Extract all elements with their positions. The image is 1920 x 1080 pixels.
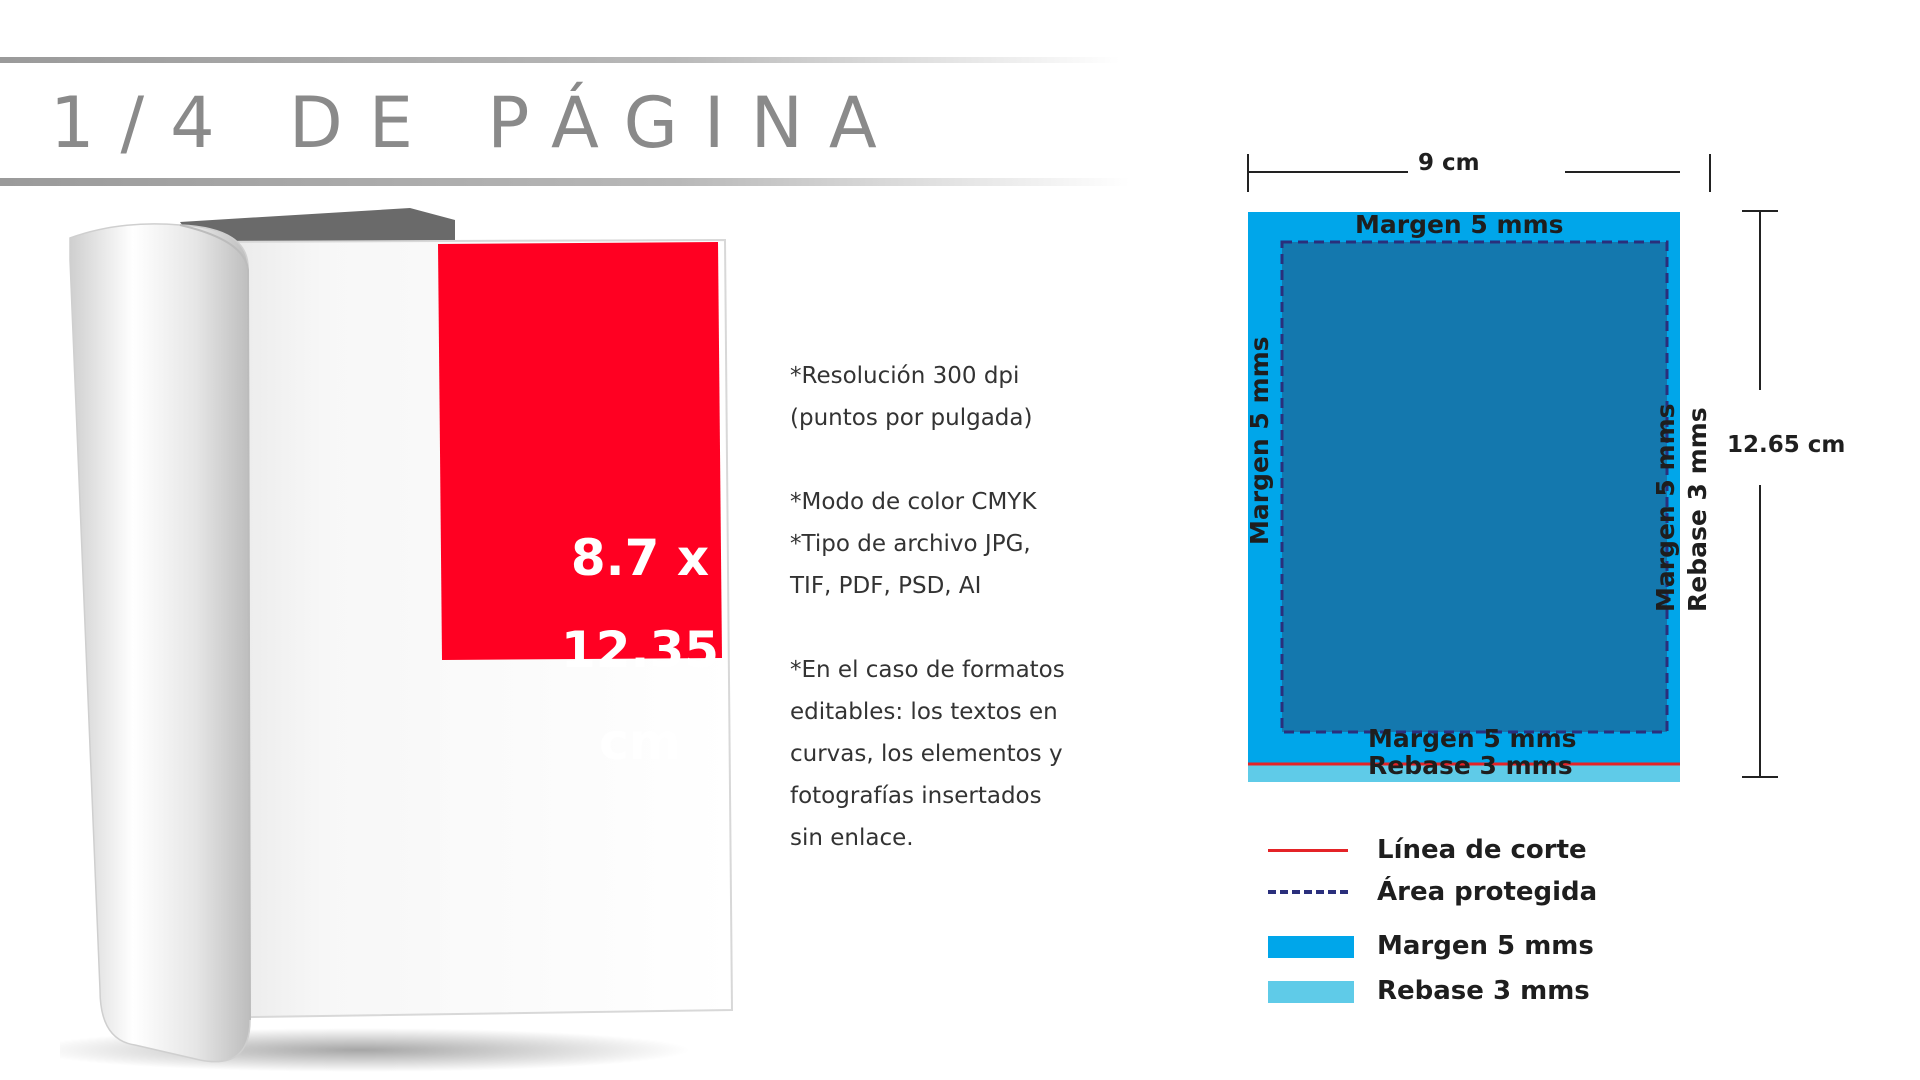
ad-size-height: 12.35 [560,621,720,679]
spec-editable-4: fotografías insertados [790,783,1042,809]
safe-area [1282,242,1667,732]
height-label: 12.65 cm [1727,432,1846,458]
spec-file-type-2: TIF, PDF, PSD, AI [790,573,982,599]
cut-line-icon [1268,849,1348,852]
title-rule-top [0,57,1120,63]
legend-label: Línea de corte [1377,835,1587,865]
width-tick-right-wrap [1700,150,1720,195]
bleed-right-label: Rebase 3 mms [1683,407,1712,612]
margin-left-label: Margen 5 mms [1245,336,1274,545]
legend-label: Margen 5 mms [1377,931,1594,961]
legend-label: Área protegida [1377,877,1598,907]
ad-size-label [500,445,780,855]
title-rule-bottom [0,178,1130,186]
bleed-swatch-icon [1268,981,1354,1003]
ad-size-width: 8.7 x [570,529,710,587]
page-title: 1/4 DE PÁGINA [50,82,903,164]
bleed-bottom-label: Rebase 3 mms [1368,751,1573,780]
margin-bottom-label: Margen 5 mms [1368,724,1577,753]
height-dimension [1740,205,1780,785]
spec-editable-1: *En el caso de formatos [790,657,1065,683]
spec-resolution-2: (puntos por pulgada) [790,405,1033,431]
margin-top-label: Margen 5 mms [1355,210,1564,239]
margin-swatch-icon [1268,936,1354,958]
spec-editable-5: sin enlace. [790,825,914,851]
magazine-mockup [60,200,780,1080]
spec-color-mode: *Modo de color CMYK [790,489,1037,515]
magazine-curl [70,224,250,1062]
spec-resolution-1: *Resolución 300 dpi [790,363,1020,389]
legend-label: Rebase 3 mms [1377,976,1590,1006]
margin-right-label: Margen 5 mms [1651,403,1680,612]
width-label: 9 cm [1418,150,1480,176]
ad-size-unit: cm [599,713,681,771]
spec-editable-3: curvas, los elementos y [790,741,1063,767]
protected-area-dash-icon [1268,890,1348,894]
spec-editable-2: editables: los textos en [790,699,1058,725]
print-specs [790,355,1130,859]
spec-file-type-1: *Tipo de archivo JPG, [790,531,1031,557]
